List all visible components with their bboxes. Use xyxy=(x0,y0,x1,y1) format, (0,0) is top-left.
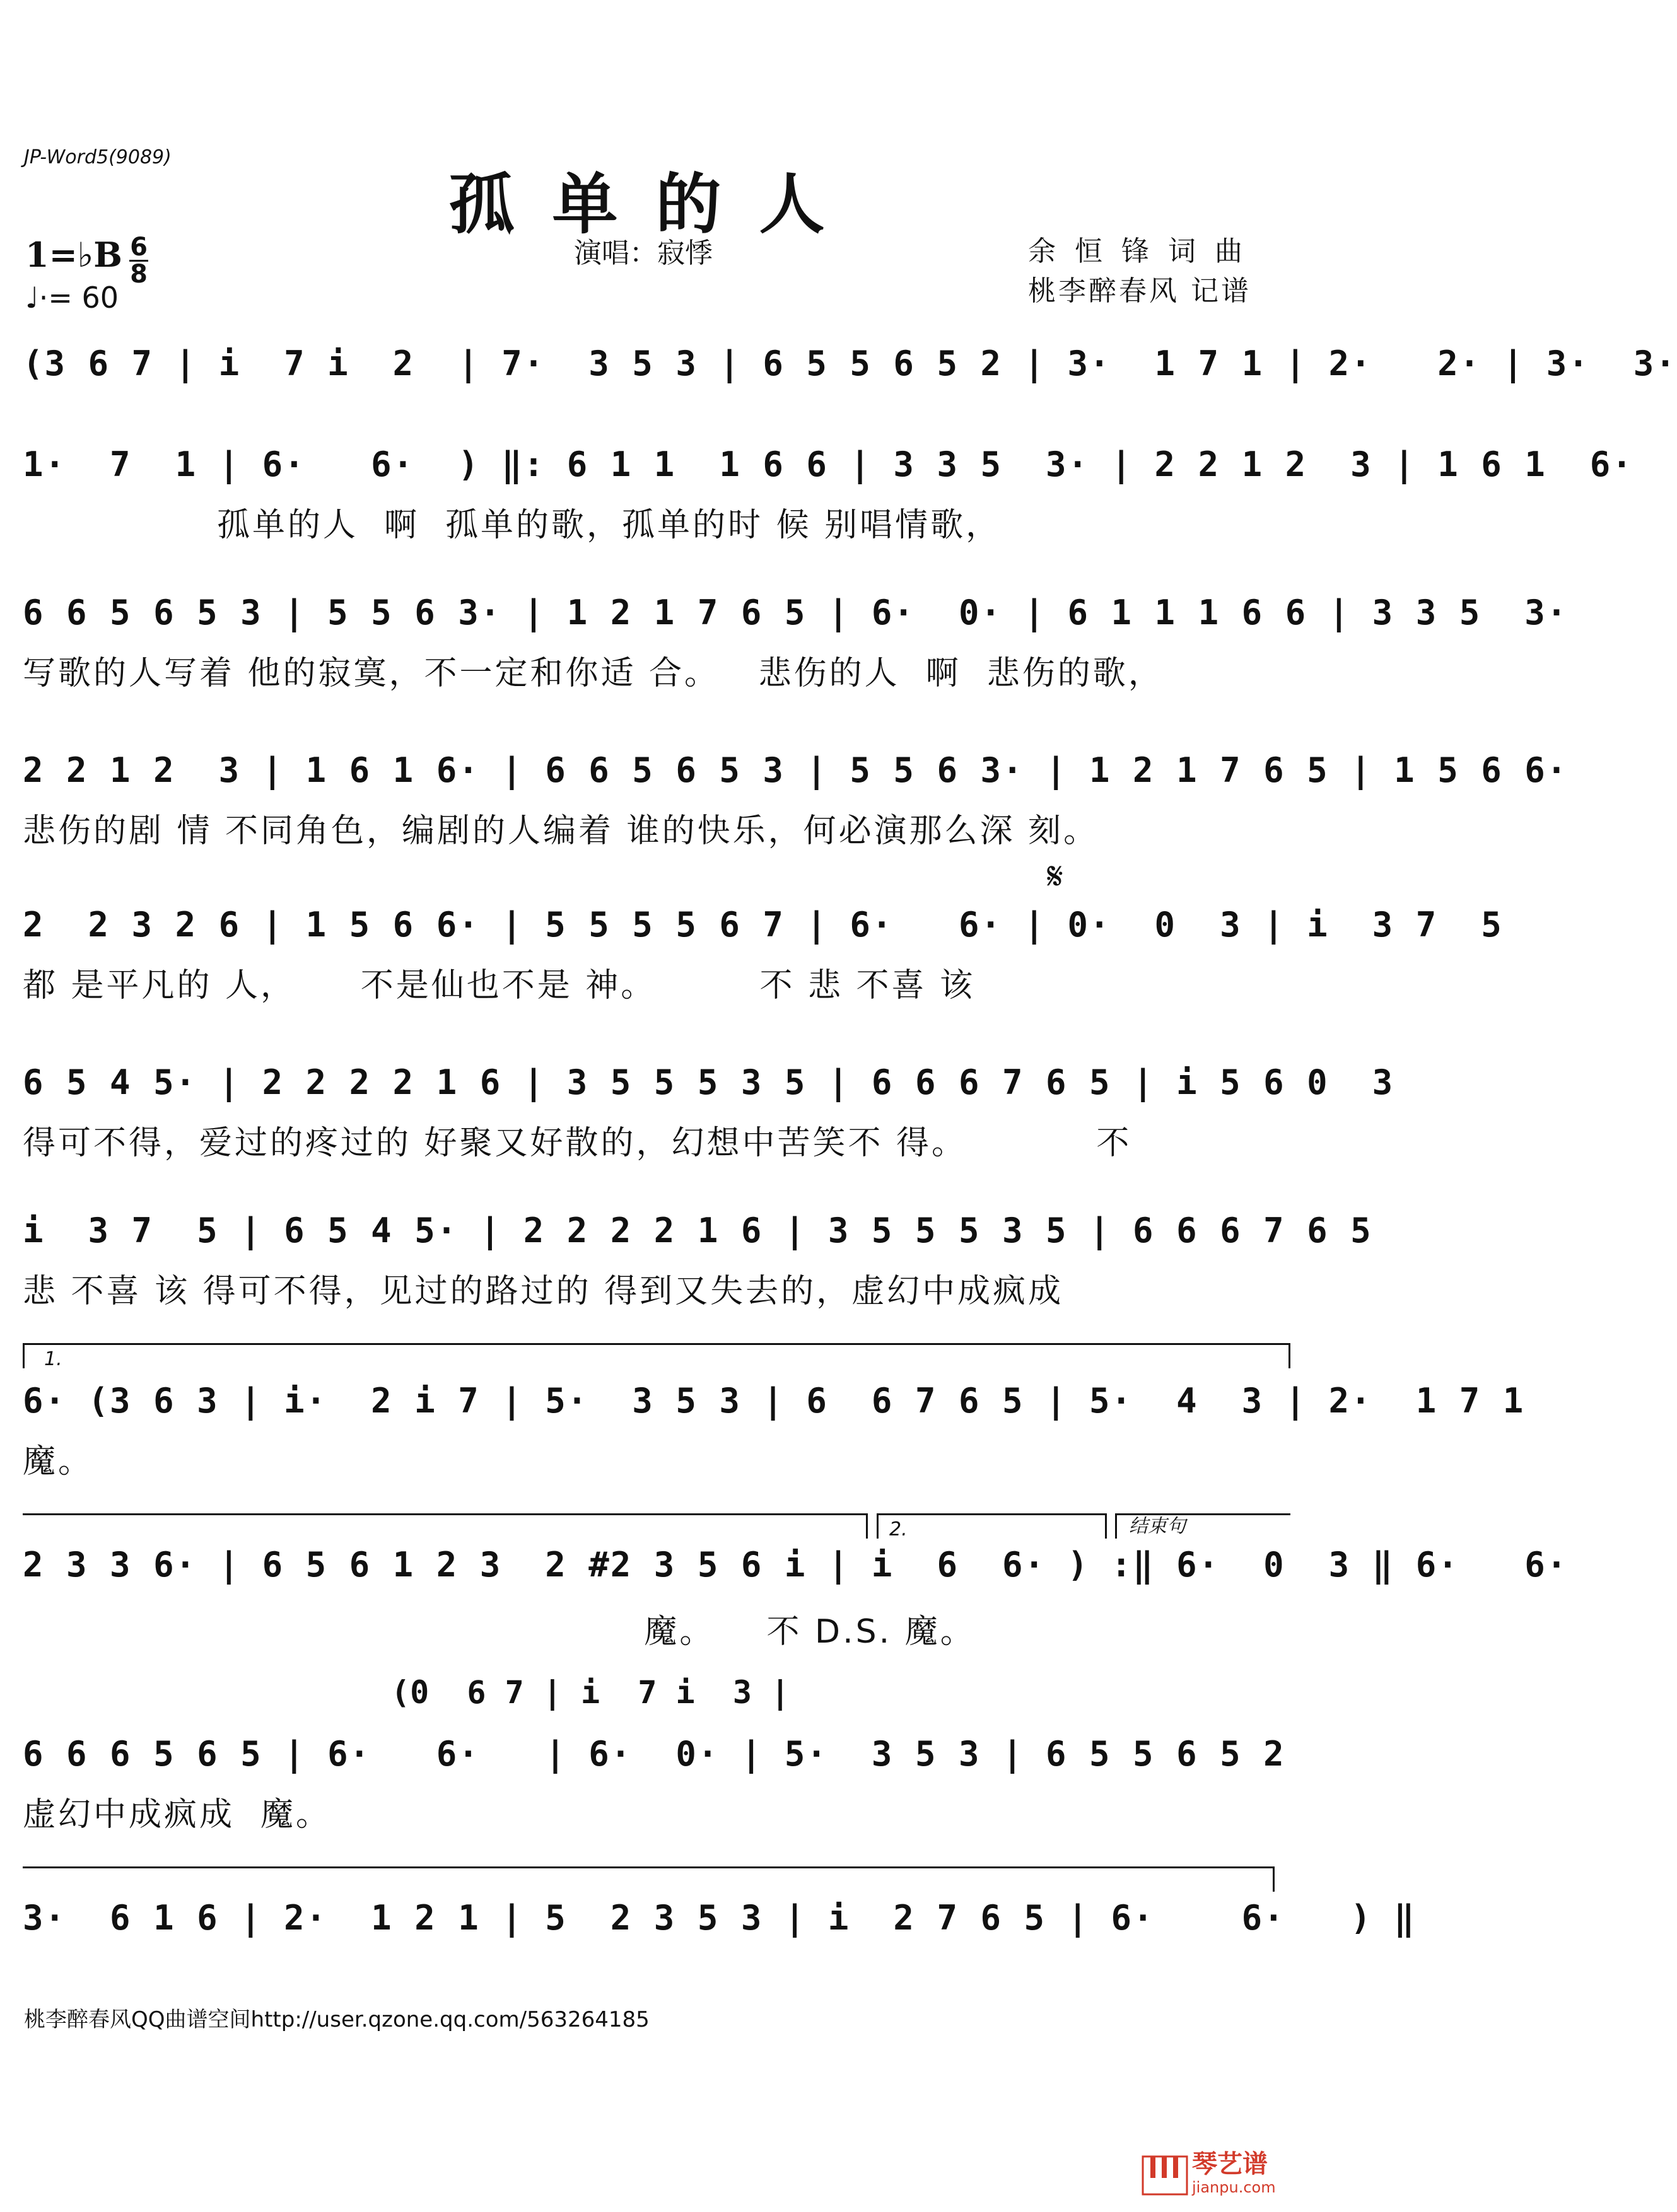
logo-domain: jianpu.com xyxy=(1192,2179,1276,2196)
meter-top: 6 xyxy=(130,233,148,262)
final-bracket xyxy=(23,1866,1275,1868)
notes-line: 6 6 6 5 6 5 | 6· 6· | 6· 0· | 5· 3 5 3 | 6 5 5 6 5 2 xyxy=(23,1734,1285,1774)
notes-line: 6 6 5 6 5 3 | 5 5 6 3· | 1 2 1 7 6 5 | 6· 0· | 6 1 1 1 6 6 | 3 3 5 3· xyxy=(23,593,1569,632)
final-bracket-tick xyxy=(1273,1866,1275,1892)
notes-line: 6 5 4 5· | 2 2 2 2 1 6 | 3 5 5 5 3 5 | 6 6 6 7 6 5 | i 5 6 0 3 xyxy=(23,1062,1394,1102)
lyrics-line: 悲伤的剧 情 不同角色，编剧的人编着 谁的快乐，何必演那么深 刻。 xyxy=(23,812,1099,850)
volta-label-1: 1. xyxy=(44,1348,62,1370)
volta-bracket-1b xyxy=(23,1513,868,1515)
notes-line: i 3 7 5 | 6 5 4 5· | 2 2 2 2 1 6 | 3 5 5 5 3 5 | 6 6 6 7 6 5 xyxy=(23,1211,1372,1250)
logo-name: 琴艺谱 xyxy=(1192,2150,1268,2179)
notes-line: 2 3 3 6· | 6 5 6 1 2 3 2 #2 3 5 6 i | i 6 6· ) :‖ 6· 0 3 ‖ 6· 6· xyxy=(23,1545,1569,1585)
meter-bottom: 8 xyxy=(130,260,148,289)
volta-tick-2-end xyxy=(1105,1513,1107,1539)
ending-tick xyxy=(1115,1513,1117,1539)
volta-tick-2 xyxy=(877,1513,879,1539)
lyrics-line: 魔。 不 D.S. 魔。 xyxy=(23,1613,976,1651)
segno-sign: 𝄋 xyxy=(1047,854,1063,899)
song-title: 孤单的人 xyxy=(448,165,863,243)
software-label: JP-Word5(9089) xyxy=(24,146,172,168)
footer-source: 桃李醉春风QQ曲谱空间http://user.qzone.qq.com/563264185 xyxy=(24,2007,650,2032)
ending-label: 结束句 xyxy=(1129,1515,1186,1537)
notes-line: 2 2 1 2 3 | 1 6 1 6· | 6 6 5 6 5 3 | 5 5 6 3· | 1 2 1 7 6 5 | 1 5 6 6· xyxy=(23,750,1569,790)
lyrics-line: 悲 不喜 该 得可不得，见过的路过的 得到又失去的，虚幻中成疯成 xyxy=(23,1272,1064,1310)
lyrics-line: 孤单的人 啊 孤单的歌，孤单的时 候 别唱情歌， xyxy=(23,506,1002,544)
volta-bracket-1 xyxy=(23,1343,1290,1345)
notes-line: (3 6 7 | i 7 i 2 | 7· 3 5 3 | 6 5 5 6 5 2 | 3· 1 7 1 | 2· 2· | 3· 3· xyxy=(23,344,1677,383)
lyrics-line: 魔。 xyxy=(23,1443,94,1481)
notes-line: 6· (3 6 3 | i· 2 i 7 | 5· 3 5 3 | 6 6 7 6 5 | 5· 4 3 | 2· 1 7 1 xyxy=(23,1381,1525,1421)
notes-line: 3· 6 1 6 | 2· 1 2 1 | 5 2 3 5 3 | i 2 7 6 5 | 6· 6· ) ‖ xyxy=(23,1898,1416,1938)
volta-tick-1b-end xyxy=(866,1513,868,1539)
volta-bracket-2 xyxy=(877,1513,1107,1515)
lyrics-line: 虚幻中成疯成 魔。 xyxy=(23,1796,332,1834)
lyrics-line: 写歌的人写着 他的寂寞，不一定和你适 合。 悲伤的人 啊 悲伤的歌， xyxy=(23,655,1164,692)
key-signature: 1=♭B xyxy=(25,235,122,275)
piano-keys-icon xyxy=(1142,2144,1192,2201)
volta-label-2: 2. xyxy=(889,1518,908,1540)
volta-tick-1-end xyxy=(1288,1343,1290,1368)
volta-tick-1 xyxy=(23,1343,25,1368)
transcriber-credit: 桃李醉春风 记谱 xyxy=(1028,275,1251,307)
upper-voice-line: (0 6 7 | i 7 i 3 | xyxy=(391,1674,790,1711)
lyrics-line: 都 是平凡的 人， 不是仙也不是 神。 不 悲 不喜 该 xyxy=(23,967,976,1004)
notes-line: 1· 7 1 | 6· 6· ) ‖: 6 1 1 1 6 6 | 3 3 5 3· | 2 2 1 2 3 | 1 6 1 6· xyxy=(23,445,1633,484)
tempo-marking: ♩·= 60 xyxy=(25,281,119,315)
singer-credit: 演唱：寂悸 xyxy=(574,237,713,269)
time-signature xyxy=(129,235,148,287)
lyrics-line: 得可不得，爱过的疼过的 好聚又好散的，幻想中苦笑不 得。 不 xyxy=(23,1124,1132,1162)
notes-line: 2 2 3 2 6 | 1 5 6 6· | 5 5 5 5 6 7 | 6· 6· | 0· 0 3 | i 3 7 5 xyxy=(23,905,1503,945)
composer-credit: 余恒锋词曲 xyxy=(1028,235,1261,267)
